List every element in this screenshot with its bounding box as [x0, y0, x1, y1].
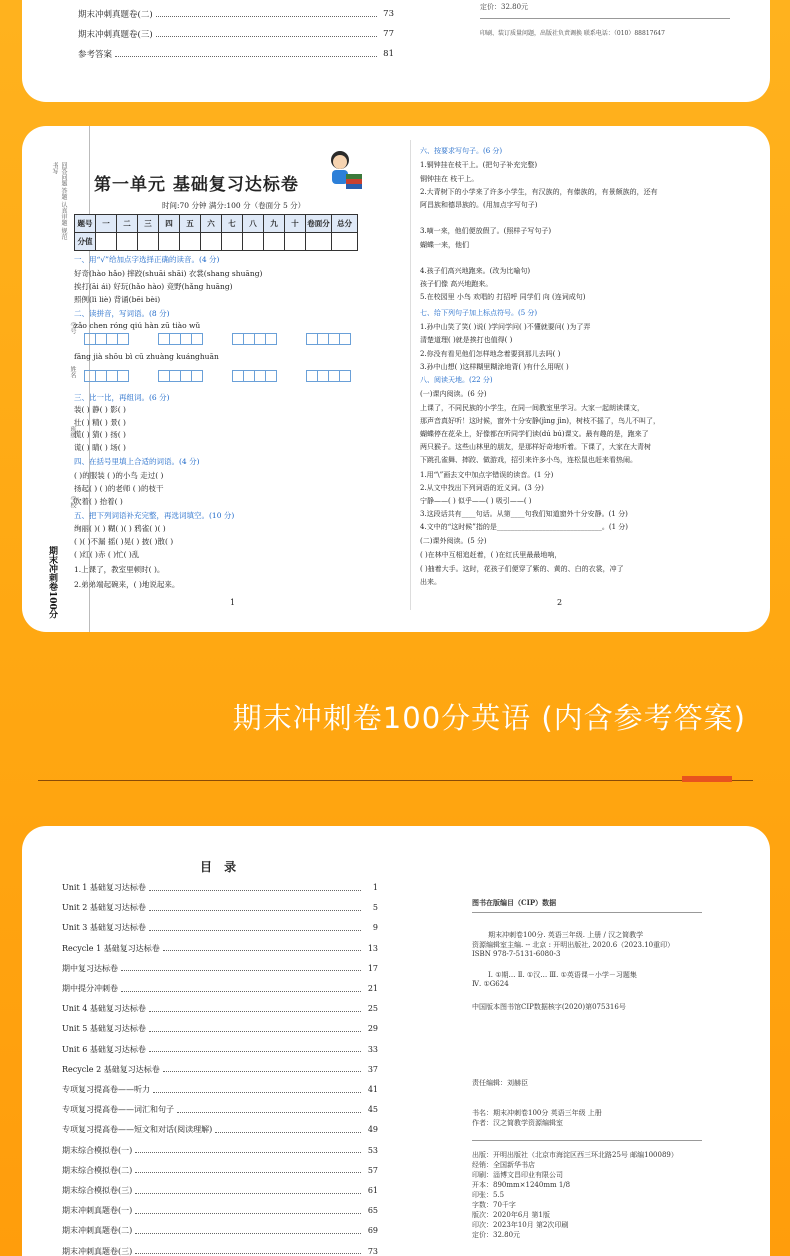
contents-dots — [135, 1167, 361, 1173]
cip-line: 期末冲刺卷100分. 英语三年级. 上册 / 汉之简教学 — [488, 931, 644, 939]
contents-page: 1 — [372, 883, 378, 892]
contents-page: 17 — [367, 963, 378, 973]
contents-dots — [149, 1026, 361, 1032]
sidebar-student-id: 学号 — [69, 322, 76, 334]
contents-dots — [163, 945, 361, 951]
contents-page: 57 — [367, 1165, 378, 1175]
toc-label: 期末冲刺真题卷(三) — [78, 30, 153, 40]
score-header-cell: 六 — [201, 215, 222, 233]
contents-dots — [149, 1046, 361, 1052]
contents-row — [62, 1165, 378, 1176]
question-line: 出来。 — [420, 578, 441, 586]
score-cell — [159, 233, 180, 251]
contents-label: 期中提分冲刺卷 — [62, 984, 118, 993]
contents-row — [62, 882, 378, 893]
score-table — [74, 214, 358, 251]
toc-row — [78, 28, 394, 40]
writing-grid — [232, 333, 276, 345]
question-line: 吹着( ) 抬着( ) — [74, 497, 123, 506]
contents-label: 专项复习提高卷——听力 — [62, 1085, 150, 1094]
divider-line — [38, 780, 753, 781]
question-line: 宁静——( ) 似乎——( ) 吸引——( ) — [420, 497, 532, 505]
student-reading-illustration — [326, 148, 366, 194]
contents-page: 73 — [367, 1246, 378, 1256]
contents-page: 69 — [367, 1226, 378, 1236]
cip-line: Ⅰ. ①期… Ⅱ. ①汉… Ⅲ. ①英语课－小学－习题集 — [488, 971, 637, 979]
score-header-cell: 七 — [222, 215, 243, 233]
question-line: 4.孩子们高兴地跑来。(改为比喻句) — [420, 267, 531, 275]
score-header-cell: 五 — [180, 215, 201, 233]
page-number-right: 2 — [557, 598, 563, 607]
contents-page: 53 — [367, 1145, 378, 1155]
contents-page: 25 — [367, 1004, 378, 1014]
question-line: 2.从文中找出下列词语的近义词。(3 分) — [420, 484, 544, 492]
question-line: 3.嘀一来，他们便放假了。(照样子写句子) — [420, 227, 552, 235]
toc-label: 期末冲刺真题卷(二) — [78, 10, 153, 20]
question-line: 2.弟弟端起碗来，( )地说起来。 — [74, 580, 180, 589]
writing-grid — [158, 370, 202, 382]
contents-row — [62, 1064, 378, 1075]
contents-page: 45 — [367, 1105, 378, 1115]
question-line: 3.孙中山想( )这样糊里糊涂地背( )有什么用呢( ) — [420, 363, 569, 371]
writing-grid — [306, 370, 350, 382]
cip-line: Ⅳ. ①G624 — [472, 980, 509, 988]
toc-page: 73 — [383, 9, 394, 19]
score-header-cell: 八 — [243, 215, 264, 233]
writing-grid — [158, 333, 202, 345]
cip-line: ISBN 978-7-5131-6080-3 — [472, 950, 561, 958]
question-line: 慌( ) 猜( ) 扬( ) — [74, 430, 126, 439]
question-line: 4.文中的“这时候”指的是______________________________。(1 分) — [420, 523, 628, 531]
publication-line: 印次：2023年10月 第2次印刷 — [472, 1221, 569, 1229]
toc-row — [78, 48, 394, 60]
exam-time-score: 时间:70 分钟 满分:100 分（卷面分 5 分） — [162, 201, 306, 210]
writing-grid-cell — [191, 333, 203, 345]
contents-row — [62, 1023, 378, 1034]
cip-line: 中国版本图书馆CIP数据核字(2020)第075316号 — [472, 1003, 626, 1011]
contents-label: 专项复习提高卷——词汇和句子 — [62, 1105, 174, 1115]
contents-row — [62, 1205, 378, 1216]
contents-dots — [149, 1006, 361, 1012]
contents-row — [62, 1185, 378, 1196]
score-cell — [117, 233, 138, 251]
contents-label: Unit 4 基础复习达标卷 — [62, 1004, 146, 1014]
score-cell — [243, 233, 264, 251]
question-line: 3.这段话共有____句话。从第____句我们知道窗外十分安静。(1 分) — [420, 510, 628, 518]
contents-label: Unit 1 基础复习达标卷 — [62, 883, 146, 892]
publication-line: 定价：32.80元 — [472, 1231, 521, 1239]
question-heading: 四、在括号里填上合适的词语。(4 分) — [74, 457, 200, 466]
writing-grid-cell — [117, 333, 129, 345]
contents-label: 期中复习达标卷 — [62, 963, 118, 973]
writing-grid-cell — [117, 370, 129, 382]
contents-label: Unit 6 基础复习达标卷 — [62, 1044, 146, 1054]
writing-grid — [84, 370, 128, 382]
writing-grid-cell — [339, 370, 351, 382]
contents-row — [62, 1124, 378, 1135]
contents-label: 期末冲刺真题卷(三) — [62, 1246, 133, 1256]
contents-dots — [177, 1107, 361, 1113]
publication-line: 印刷：淄博文昌印业有限公司 — [472, 1171, 563, 1179]
score-cell — [201, 233, 222, 251]
contents-label: Unit 3 基础复习达标卷 — [62, 923, 146, 933]
question-line: 蝴蝶停在花朵上，好像都在听同学们读(dú bú)课文。最有趣的是，跑来了 — [420, 430, 649, 438]
contents-label: 期末冲刺真题卷(一) — [62, 1206, 133, 1216]
toc-dots — [156, 31, 377, 37]
question-line: ( )的服装 ( )的小鸟 走过( ) — [74, 471, 164, 480]
exam-card — [22, 126, 770, 632]
toc-label: 参考答案 — [78, 50, 113, 60]
contents-dots — [215, 1127, 361, 1133]
contents-page: 5 — [372, 903, 378, 913]
contents-row — [62, 983, 378, 994]
question-line: 铜钟挂在 枝干上。 — [420, 175, 479, 183]
contents-row — [62, 1225, 378, 1236]
question-line: 上课了，不同民族的小学生，在同一间教室里学习。大家一起朗读课文， — [420, 404, 644, 412]
question-line: 1.上课了，教室里顿时( )。 — [74, 565, 165, 574]
contents-dots — [163, 1066, 361, 1072]
contents-dots — [149, 905, 361, 911]
score-header-cell: 总分 — [332, 215, 358, 233]
cip-line: 资源编辑室主编. -- 北京 : 开明出版社, 2020.6（2023.10重印） — [472, 941, 675, 949]
contents-label: 期末冲刺真题卷(二) — [62, 1226, 133, 1236]
question-line: (二)课外阅读。(5 分) — [420, 537, 487, 545]
score-cell — [264, 233, 285, 251]
publication-line: 印张：5.5 — [472, 1191, 505, 1199]
question-line: 2.你没有看见他们怎样地念着要到那儿去吗( ) — [420, 350, 561, 358]
contents-page: 61 — [367, 1186, 378, 1195]
contents-dots — [121, 986, 361, 992]
contents-page: 29 — [367, 1024, 378, 1034]
contents-label: Recycle 1 基础复习达标卷 — [62, 943, 160, 953]
writing-grid — [84, 333, 128, 345]
question-line: (一)课内阅读。(6 分) — [420, 390, 487, 398]
contents-label: 期末综合模拟卷(三) — [62, 1186, 133, 1195]
score-header-cell: 题号 — [75, 215, 96, 233]
question-line: 两只猴子。这些山林里的朋友，是那样好奇地听着。下课了，大家在大青树 — [420, 443, 651, 451]
writing-grid-cell — [339, 333, 351, 345]
contents-dots — [135, 1248, 361, 1254]
question-line: 1.铜钟挂在枝干上。(把句子补充完整) — [420, 161, 538, 169]
score-header-cell: 九 — [264, 215, 285, 233]
contents-row — [62, 1084, 378, 1095]
question-line: 蝴蝶一来，他们 — [420, 241, 469, 249]
sidebar-series-name: 期末冲刺卷100分 — [47, 546, 57, 619]
contents-dots — [149, 925, 361, 931]
question-line: zǎo chen róng qiú hàn zū tiào wǔ — [74, 321, 201, 330]
writing-grid — [232, 370, 276, 382]
score-cell — [332, 233, 358, 251]
quality-notice: 印刷、装订质量问题，出版社负责调换 联系电话：（010）88817647 — [480, 30, 665, 37]
contents-card — [22, 826, 770, 1256]
publication-line: 出版：开明出版社（北京市海淀区西三环北路25号 邮编100089） — [472, 1151, 678, 1159]
question-line: 壮( ) 精( ) 景( ) — [74, 418, 126, 427]
question-heading: 二、读拼音，写词语。(8 分) — [74, 309, 170, 318]
top-card — [22, 0, 770, 102]
cip-heading: 图书在版编目（CIP）数据 — [472, 898, 557, 907]
sidebar-school: 学校 — [69, 496, 76, 508]
contents-heading: 目 录 — [200, 860, 241, 874]
question-line: 照例(lì liè) 背诵(bēi bèi) — [74, 295, 161, 304]
contents-label: Unit 2 基础复习达标卷 — [62, 903, 146, 913]
question-line: 谎( ) 睛( ) 场( ) — [74, 443, 126, 452]
score-row-label: 分值 — [75, 233, 96, 251]
question-line: 5.在校园里 小鸟 欢唱的 打招呼 同学们 向 (连词成句) — [420, 293, 586, 301]
contents-label: 期末综合模拟卷(一) — [62, 1145, 133, 1155]
question-line: 1.孙中山笑了笑( )说( )学问学问( )不懂就要问( )为了弄 — [420, 323, 591, 331]
book-name: 书名：期末冲刺卷100分 英语三年级 上册 — [472, 1109, 602, 1117]
contents-page: 21 — [367, 984, 378, 993]
question-line: 孩子们像 高兴地跑来。 — [420, 280, 493, 288]
contents-dots — [135, 1228, 361, 1234]
question-heading: 一、用“√”给加点字选择正确的读音。(4 分) — [74, 255, 220, 264]
contents-dots — [121, 965, 361, 971]
contents-row — [62, 963, 378, 974]
contents-dots — [149, 885, 361, 891]
question-heading: 三、比一比，再组词。(6 分) — [74, 393, 170, 402]
toc-dots — [115, 51, 377, 57]
writing-grid-cell — [265, 370, 277, 382]
contents-row — [62, 902, 378, 913]
contents-row — [62, 1044, 378, 1055]
contents-row — [62, 1003, 378, 1014]
score-cell — [306, 233, 332, 251]
book-author: 作者：汉之简教学资源编辑室 — [472, 1119, 563, 1127]
contents-page: 37 — [367, 1064, 378, 1074]
contents-dots — [135, 1147, 361, 1153]
contents-row — [62, 943, 378, 954]
publication-line: 经销：全国新华书店 — [472, 1161, 535, 1169]
question-line: 那声音真好听！这时候，窗外十分安静(jìng jìn)，树枝不摇了，鸟儿不叫了， — [420, 417, 661, 425]
price-text: 定价：32.80元 — [480, 3, 529, 11]
question-line: ( )在林中互相追赶着，( )在红氏里最最地响， — [420, 551, 562, 559]
question-line: 下跳孔雀舞、摔跤、做游戏，招引来许多小鸟，连松鼠也赶来看热闹。 — [420, 456, 637, 464]
sidebar-tip: 回答问题 答题 认真审题 规范书写 — [51, 162, 67, 240]
contents-row — [62, 1145, 378, 1156]
score-header-cell: 三 — [138, 215, 159, 233]
question-line: 1.用“\”画去文中加点字错误的读音。(1 分) — [420, 471, 554, 479]
question-line: 挨打(āi ái) 好玩(hǎo hào) 竞野(hǎng huāng) — [74, 282, 233, 291]
contents-dots — [135, 1188, 361, 1194]
score-cell — [96, 233, 117, 251]
contents-label: 专项复习提高卷——短文和对话(阅读理解) — [62, 1125, 213, 1135]
question-line: 装( ) 静( ) 影( ) — [74, 405, 126, 414]
question-line: ( )( )不漏 摇( )晃( ) 披( )散( ) — [74, 537, 174, 546]
page-number-left: 1 — [230, 598, 236, 607]
question-heading: 八、阅读天地。(22 分) — [420, 376, 493, 384]
sidebar-class: 班级 — [69, 426, 76, 438]
score-header-cell: 十 — [285, 215, 306, 233]
score-cell — [180, 233, 201, 251]
toc-page: 77 — [383, 29, 394, 39]
toc-dots — [156, 11, 377, 17]
writing-grid-cell — [191, 370, 203, 382]
english-banner-title: 期末冲刺卷100分英语 (内含参考答案) — [232, 701, 746, 735]
divider-accent — [682, 776, 732, 782]
question-line: ( )抽着大手。这时，花孩子们便穿了紫的、黄的、白的衣裳，冲了 — [420, 565, 624, 573]
score-header-cell: 四 — [159, 215, 180, 233]
score-cell — [222, 233, 243, 251]
score-header-cell: 二 — [117, 215, 138, 233]
question-line: 绚丽( )( ) 糊( )( ) 鸦雀( )( ) — [74, 524, 166, 533]
publication-line: 字数：70千字 — [472, 1201, 516, 1209]
contents-page: 41 — [367, 1085, 378, 1094]
publication-line: 版次：2020年6月 第1版 — [472, 1211, 550, 1219]
contents-row — [62, 1104, 378, 1115]
question-heading: 六、按要求写句子。(6 分) — [420, 147, 503, 155]
toc-page: 81 — [383, 49, 394, 59]
score-header-cell: 卷面分 — [306, 215, 332, 233]
score-header-cell: 一 — [96, 215, 117, 233]
contents-page: 65 — [367, 1206, 378, 1216]
contents-row — [62, 922, 378, 933]
question-line: 好奇(hào hǎo) 摔跤(shuāi shāi) 衣裳(shang shuāng) — [74, 269, 263, 278]
contents-row — [62, 1246, 378, 1256]
question-line: 扬起( ) ( )的老师 ( )的枝干 — [74, 484, 164, 493]
contents-dots — [135, 1208, 361, 1214]
question-line: 阿昌族和德昂族的。(用加点字写句子) — [420, 201, 538, 209]
publication-line: 开本：890mm×1240mm 1/8 — [472, 1181, 571, 1189]
sidebar-name: 姓名 — [69, 366, 76, 378]
score-cell — [138, 233, 159, 251]
question-line: 2.大青树下的小学来了许多小学生，有汉族的，有傣族的，有景颇族的，还有 — [420, 188, 658, 196]
contents-label: Recycle 2 基础复习达标卷 — [62, 1064, 160, 1074]
question-heading: 七、给下列句子加上标点符号。(5 分) — [420, 309, 538, 317]
contents-dots — [153, 1087, 361, 1093]
question-heading: 五、把下列词语补充完整，再选词填空。(10 分) — [74, 511, 235, 520]
contents-page: 9 — [372, 923, 378, 933]
contents-page: 33 — [367, 1044, 378, 1054]
question-line: fāng jià shōu bì cū zhuàng kuánghuān — [74, 352, 219, 361]
question-line: 清楚道理( )就是挨打也值得( ) — [420, 336, 513, 344]
contents-page: 49 — [367, 1125, 378, 1135]
contents-page: 13 — [367, 943, 378, 953]
toc-row — [78, 8, 394, 20]
writing-grid — [306, 333, 350, 345]
question-line: ( )红( )赤 ( )忙( )乱 — [74, 550, 140, 559]
score-cell — [285, 233, 306, 251]
writing-grid-cell — [265, 333, 277, 345]
exam-title: 第一单元 基础复习达标卷 — [94, 175, 299, 195]
contents-label: Unit 5 基础复习达标卷 — [62, 1024, 146, 1034]
contents-label: 期末综合模拟卷(二) — [62, 1165, 133, 1175]
responsible-editor: 责任编辑：刘赫臣 — [472, 1079, 528, 1087]
